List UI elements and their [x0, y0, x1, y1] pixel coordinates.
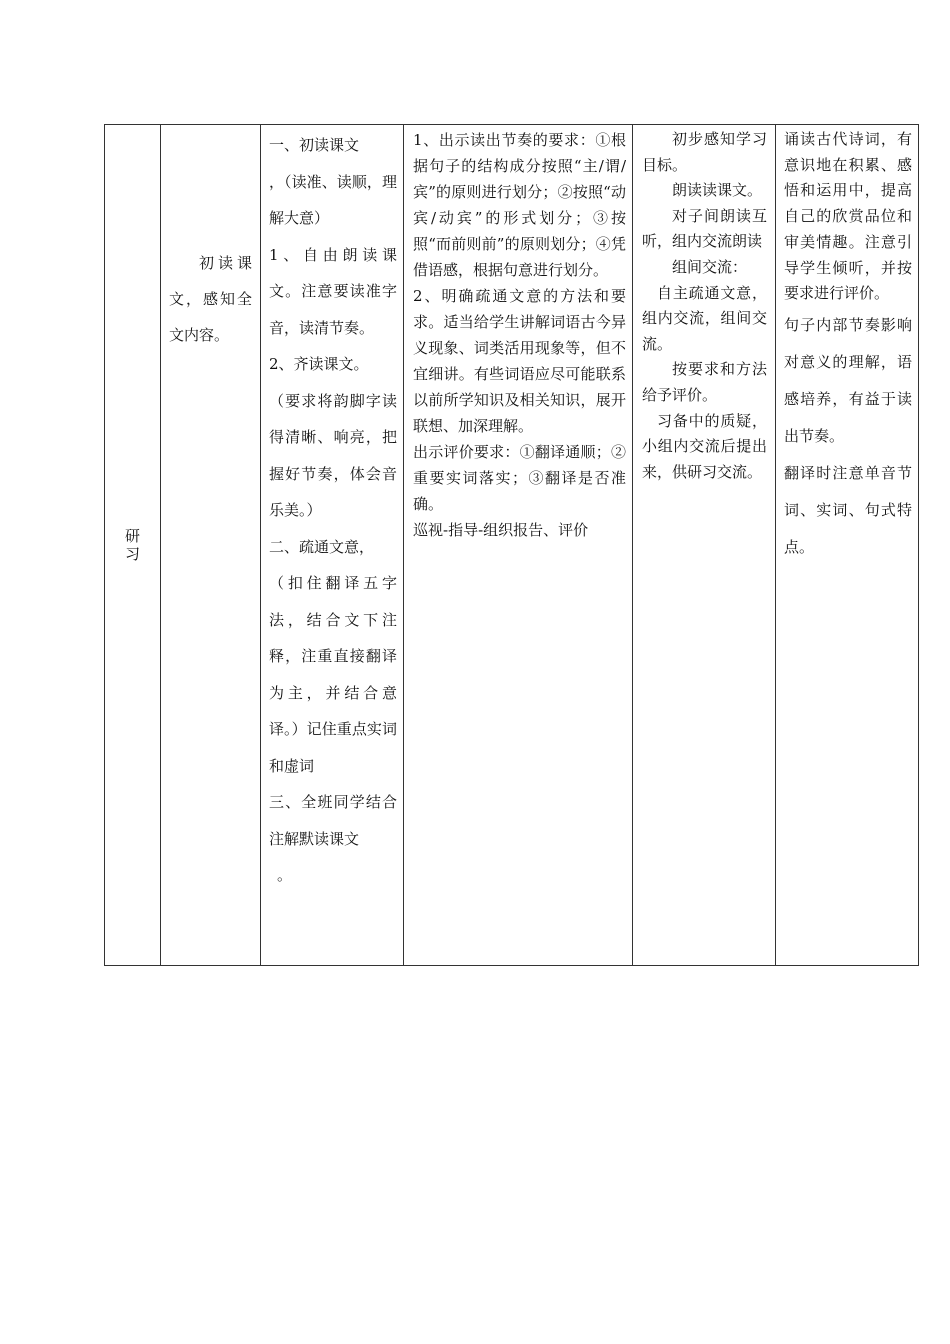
content-line: （要求将韵脚字读得清晰、响亮，把握好节奏，体会音乐美。） [269, 391, 397, 519]
content-line: 一、初读课文 [269, 136, 360, 154]
student-paragraph: 初步感知学习目标。 [642, 130, 767, 174]
student-activity-text [633, 125, 775, 485]
teacher-activity-cell [404, 125, 633, 966]
content-line: （扣住翻译五字法，结合文下注释，注重直接翻译为主，并结合意译。）记住重点实词和虚词 [269, 574, 397, 775]
lesson-plan-table [104, 124, 919, 966]
content-line: ，（读准、读顺，理解大意） [269, 172, 397, 227]
goal-paragraph: 初读课文，感知全文内容。 [169, 254, 252, 344]
design-intent-text [776, 125, 918, 566]
goal-cell [161, 125, 261, 966]
goal-text [161, 125, 260, 353]
intent-paragraph: 翻译时注意单音节词、实词、句式特点。 [784, 463, 912, 556]
teacher-activity-text [404, 125, 632, 543]
content-line: 2、齐读课文。 [269, 355, 369, 373]
student-paragraph: 习备中的质疑，小组内交流后提出来，供研习交流。 [642, 411, 767, 481]
teacher-paragraph: 2、明确疏通文意的方法和要求。适当给学生讲解词语古今异义现象、词类活用现象等，但不宜细讲。有些词语应尽可能联系以前所学知识及相关知识，展开联想、加深理解。 [413, 287, 626, 435]
student-paragraph: 对子间朗读互听，组内交流朗读 [642, 206, 767, 251]
intent-paragraph: 诵读古代诗词，有意识地在积累、感悟和运用中，提高自己的欣赏品位和审美情趣。注意引导学生倾听，并按要求进行评价。 [784, 130, 912, 303]
content-line: 二、疏通文意， [269, 537, 375, 556]
content-text [261, 125, 403, 894]
student-paragraph: 朗读读课文。 [672, 181, 763, 200]
content-line: 1、自由朗读课文。注意要读准字音，读清节奏。 [269, 245, 397, 337]
student-paragraph: 自主疏通文意，组内交流，组间交流。 [642, 283, 767, 353]
intent-paragraph: 句子内部节奏影响对意义的理解，语感培养，有益于读出节奏。 [784, 315, 912, 445]
design-intent-cell [776, 125, 919, 966]
student-activity-cell [633, 125, 776, 966]
table-row [105, 125, 919, 966]
teacher-paragraph: 巡视-指导-组织报告、评价 [413, 521, 589, 539]
stage-label: 研习 [124, 527, 140, 563]
student-paragraph: 组间交流： [672, 257, 748, 276]
stage-cell [105, 125, 161, 966]
teacher-paragraph: 1、出示读出节奏的要求：①根据句子的结构成分按照“主/谓/宾”的原则进行划分；②按照“动宾/动宾”的形式划分；③按照“而前则前”的原则划分；④凭借语感，根据句意进行划分。 [413, 131, 626, 279]
student-paragraph: 按要求和方法给予评价。 [642, 360, 767, 404]
content-line: 三、全班同学结合注解默读课文 [269, 793, 397, 848]
teacher-paragraph: 出示评价要求：①翻译通顺；②重要实词落实；③翻译是否准确。 [413, 443, 626, 513]
content-cell [261, 125, 404, 966]
content-line: 。 [277, 866, 293, 884]
